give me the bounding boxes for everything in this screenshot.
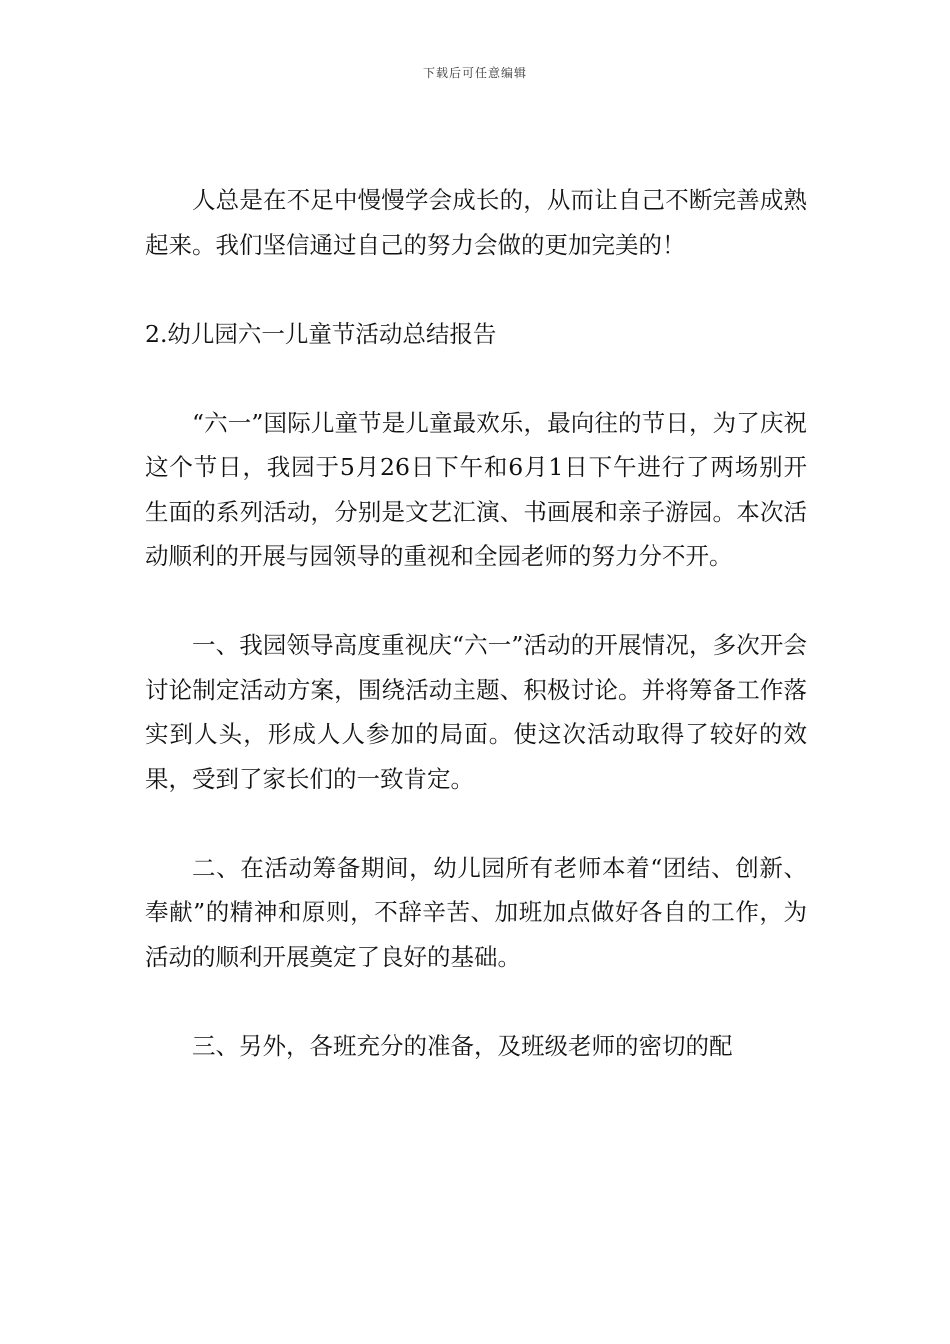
paragraph-growth: 人总是在不足中慢慢学会成长的，从而让自己不断完善成熟起来。我们坚信通过自己的努力会做的更加完美的！ (145, 186, 807, 259)
paragraph-intro: “六一”国际儿童节是儿童最欢乐，最向往的节日，为了庆祝这个节日，我园于5月26日下午和6月1日下午进行了两场别开生面的系列活动，分别是文艺汇演、书画展和亲子游园。本次活动顺利的开展与园领导的重视和全园老师的努力分不开。 (145, 408, 807, 570)
page-header: 下载后可任意编辑 (422, 66, 527, 80)
paragraph-point-one: 一、我园领导高度重视庆“六一”活动的开展情况，多次开会讨论制定活动方案，围绕活动主题、积极讨论。并将筹备工作落实到人头，形成人人参加的局面。使这次活动取得了较好的效果，受到了家长们的一致肯定。 (145, 631, 807, 793)
paragraph-point-three: 三、另外，各班充分的准备，及班级老师的密切的配 (192, 1031, 733, 1060)
paragraph-point-two: 二、在活动筹备期间，幼儿园所有老师本着“团结、创新、奉献”的精神和原则，不辞辛苦、加班加点做好各自的工作，为活动的顺利开展奠定了良好的基础。 (145, 853, 807, 971)
section-heading: 2.幼儿园六一儿童节活动总结报告 (145, 319, 497, 348)
document-body (145, 178, 807, 1113)
